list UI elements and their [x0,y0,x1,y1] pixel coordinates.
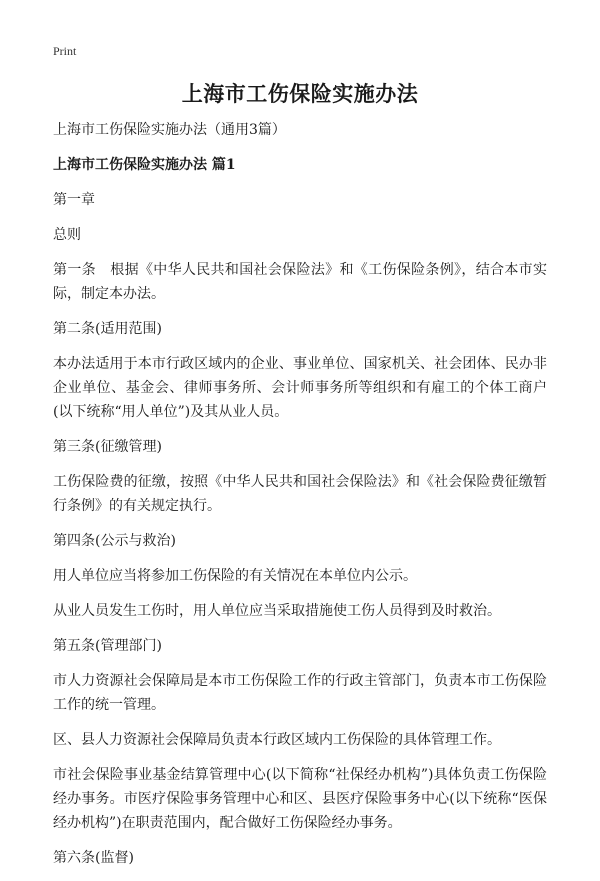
paragraph: 用人单位应当将参加工伤保险的有关情况在本单位内公示。 [53,568,417,584]
paragraph: 区、县人力资源社会保障局负责本行政区域内工伤保险的具体管理工作。 [53,732,501,748]
paragraph: 第五条(管理部门) [53,638,162,654]
paragraph: 工伤保险费的征缴，按照《中华人民共和国社会保险法》和《社会保险费征缴暂行条例》的有关规定执行。 [53,474,547,514]
document-body [53,118,547,881]
paragraph: 总则 [53,227,81,243]
paragraph: 第一条 根据《中华人民共和国社会保险法》和《工伤保险条例》，结合本市实际，制定本办法。 [53,262,547,302]
paragraph: 上海市工伤保险实施办法（通用3篇） [53,122,286,138]
paragraph: 第三条(征缴管理) [53,439,162,455]
paragraph: 市社会保险事业基金结算管理中心(以下简称“社保经办机构”)具体负责工伤保险经办事务。市医疗保险事务管理中心和区、县医疗保险事务中心(以下统称“医保经办机构”)在职责范围内，配合做好工伤保险经办事务。 [53,767,547,831]
paragraph: 第二条(适用范围) [53,321,162,337]
section-heading: 上海市工伤保险实施办法 篇1 [53,157,236,173]
paragraph: 市人力资源社会保障局是本市工伤保险工作的行政主管部门，负责本市工伤保险工作的统一管理。 [53,673,547,713]
paragraph: 从业人员发生工伤时，用人单位应当采取措施使工伤人员得到及时救治。 [53,603,501,619]
paragraph: 第一章 [53,192,95,208]
document-title: 上海市工伤保险实施办法 [181,81,419,106]
paragraph: 本办法适用于本市行政区域内的企业、事业单位、国家机关、社会团体、民办非企业单位、基金会、律师事务所、会计师事务所等组织和有雇工的个体工商户(以下统称“用人单位”)及其从业人员。 [53,356,547,420]
paragraph: 第六条(监督) [53,850,134,866]
print-label: Print [53,44,77,58]
paragraph: 第四条(公示与救治) [53,533,176,549]
